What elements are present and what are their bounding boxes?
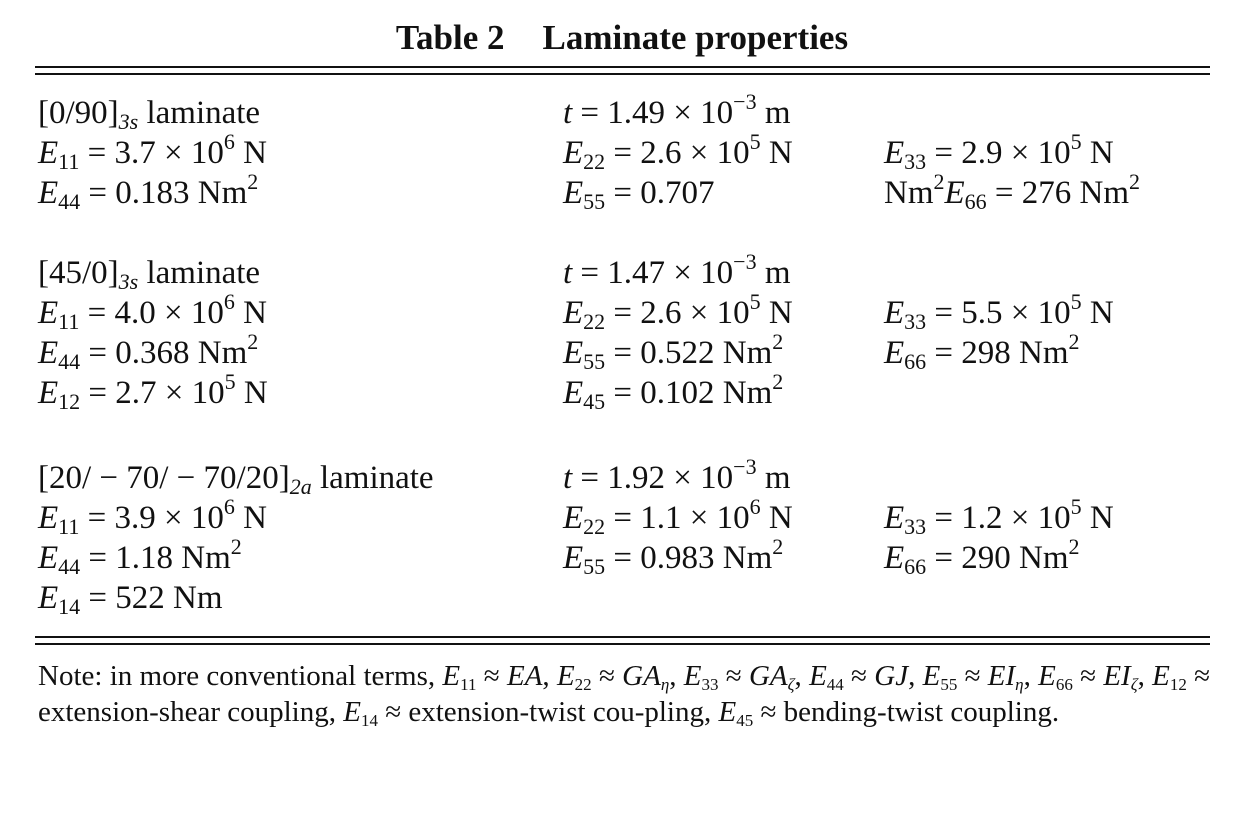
property-value: $E_{66} = 290$ Nm$^2$ bbox=[884, 534, 1080, 579]
top-rule-inner bbox=[35, 73, 1210, 75]
note-term: $E_{22} \approx GA_\eta$ bbox=[556, 660, 670, 694]
note-term: $E_{66} \approx EI_\zeta$ bbox=[1038, 660, 1138, 694]
bottom-rule bbox=[35, 636, 1210, 638]
note-term: $E_{14}$ ≈ extension-twist cou-pling bbox=[343, 696, 704, 730]
laminate-thickness: $t = 1.92 \times 10^{-3}$ m bbox=[563, 454, 791, 496]
table-note: Note: in more conventional terms, $E_{11}$ ≈ EA, $E_{22} \approx GA_\eta$, $E_{33} \approx GA_\zeta$, $E_{44}$ ≈ GJ, $E_{55} \approx EI_\eta$, $E_{66} \approx EI_\zeta$, $E_{12}$ ≈ extension-shear coupling, $E_{14}$ ≈ extension-twist cou-pling, $E_{45}$ ≈ bending-twist coupling. bbox=[38, 660, 1211, 730]
bottom-rule-inner bbox=[35, 643, 1210, 645]
laminate-thickness: $t = 1.47 \times 10^{-3}$ m bbox=[563, 249, 791, 291]
property-value: $Nm^2E_{66} = 276$ Nm$^2$ bbox=[884, 169, 1141, 214]
property-value: $E_{33} = 5.5 \times 10^5$ N bbox=[884, 289, 1114, 334]
note-term: $E_{45}$ ≈ bending-twist coupling bbox=[718, 696, 1052, 730]
laminate-thickness: $t = 1.49 \times 10^{-3}$ m bbox=[563, 89, 791, 131]
note-term: $E_{44}$ ≈ GJ bbox=[809, 660, 909, 694]
property-value: $E_{11} = 3.9 \times 10^6$ N bbox=[38, 494, 267, 539]
property-value: $E_{11} = 3.7 \times 10^6$ N bbox=[38, 129, 267, 174]
property-value: $E_{55} = 0.522$ Nm$^2$ bbox=[563, 329, 784, 374]
property-value: $E_{22} = 1.1 \times 10^6$ N bbox=[563, 494, 793, 539]
property-value: $E_{33} = 2.9 \times 10^5$ N bbox=[884, 129, 1114, 174]
property-value: $E_{12} = 2.7 \times 10^5$ N bbox=[38, 369, 268, 414]
note-term: $E_{12}$ ≈ extension-shear coupling bbox=[38, 660, 1211, 728]
property-value: $E_{44} = 0.368$ Nm$^2$ bbox=[38, 329, 259, 374]
property-value: $E_{66} = 298$ Nm$^2$ bbox=[884, 329, 1080, 374]
property-value: $E_{22} = 2.6 \times 10^5$ N bbox=[563, 289, 793, 334]
property-value: $E_{55} = 0.983$ Nm$^2$ bbox=[563, 534, 784, 579]
top-rule bbox=[35, 66, 1210, 68]
note-term: $E_{55} \approx EI_\eta$ bbox=[922, 660, 1024, 694]
table-number: Table 2 bbox=[395, 18, 505, 57]
property-value: $E_{45} = 0.102$ Nm$^2$ bbox=[563, 369, 784, 414]
property-value: $E_{55} = 0.707$ bbox=[563, 175, 715, 214]
property-value: $E_{44} = 0.183$ Nm$^2$ bbox=[38, 169, 259, 214]
property-value: $E_{22} = 2.6 \times 10^5$ N bbox=[563, 129, 793, 174]
note-term: $E_{33} \approx GA_\zeta$ bbox=[683, 660, 795, 694]
table-caption: Laminate properties bbox=[542, 18, 849, 57]
table-title bbox=[0, 18, 1244, 58]
property-value: $E_{33} = 1.2 \times 10^5$ N bbox=[884, 494, 1114, 539]
property-value: $E_{14} = 522$ Nm bbox=[38, 580, 223, 619]
note-term: $E_{11}$ ≈ EA bbox=[442, 660, 543, 694]
laminate-name: $[45/0]_{3s}$ laminate bbox=[38, 255, 261, 294]
laminate-name: $[0/90]_{3s}$ laminate bbox=[38, 95, 261, 134]
laminate-name: $[20/ - 70/ - 70/20]_{2a}$ laminate bbox=[38, 460, 434, 499]
property-value: $E_{11} = 4.0 \times 10^6$ N bbox=[38, 289, 267, 334]
property-value: $E_{44} = 1.18$ Nm$^2$ bbox=[38, 534, 242, 579]
